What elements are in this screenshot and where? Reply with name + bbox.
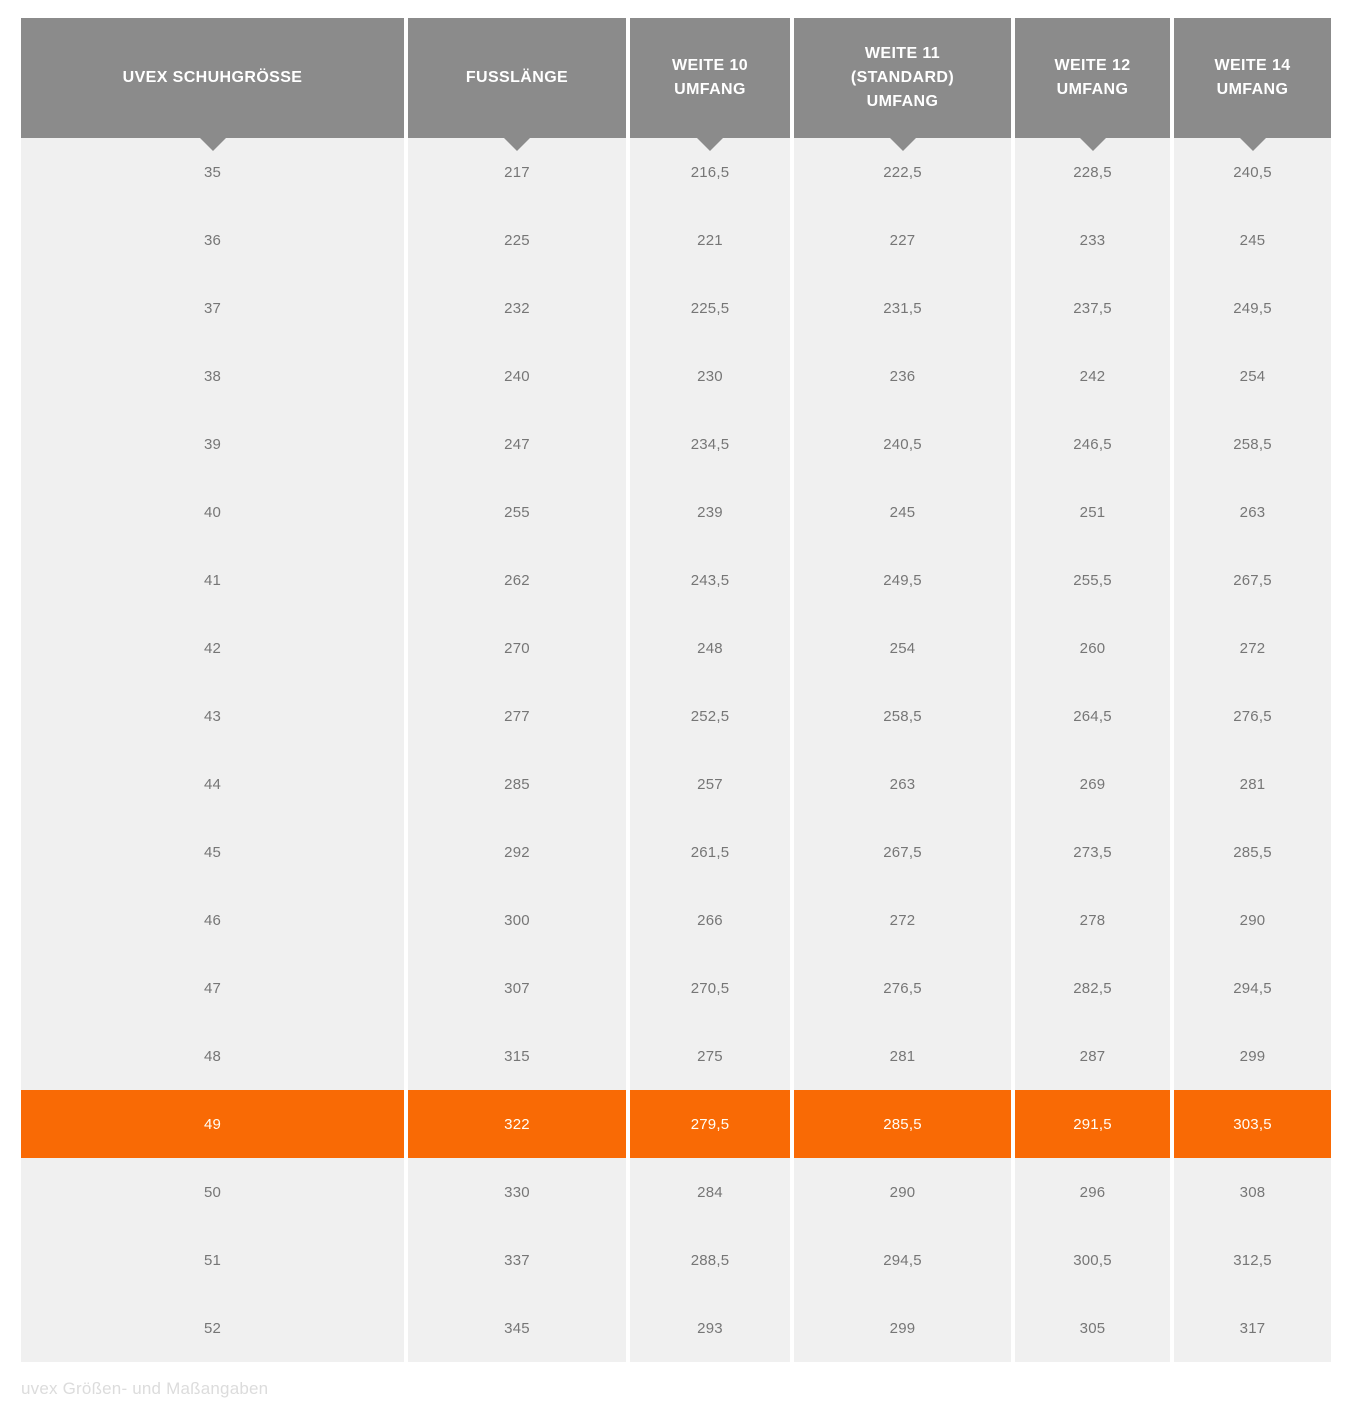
table-cell: 266	[630, 886, 790, 954]
table-cell: 35	[21, 138, 404, 206]
table-cell: 276,5	[794, 954, 1011, 1022]
table-cell: 236	[794, 342, 1011, 410]
table-cell: 307	[408, 954, 626, 1022]
column-header-label: UVEX SCHUHGRÖSSE	[122, 69, 303, 86]
table-cell: 272	[1174, 614, 1331, 682]
table-cell: 228,5	[1015, 138, 1170, 206]
table-cell: 263	[794, 750, 1011, 818]
column-header-fusslaenge	[408, 18, 626, 138]
table-cell: 296	[1015, 1158, 1170, 1226]
table-cell: 290	[1174, 886, 1331, 954]
table-cell: 263	[1174, 478, 1331, 546]
column-header-label: WEITE 12 UMFANG	[1054, 57, 1131, 98]
header-arrow-down-icon	[697, 138, 723, 151]
table-cell: 44	[21, 750, 404, 818]
table-cell: 42	[21, 614, 404, 682]
table-cell: 287	[1015, 1022, 1170, 1090]
column-header-weite-10	[630, 18, 790, 138]
column-header-label: WEITE 10 UMFANG	[671, 57, 749, 98]
table-cell: 234,5	[630, 410, 790, 478]
header-arrow-down-icon	[504, 138, 530, 151]
table-cell: 345	[408, 1294, 626, 1362]
table-cell: 255	[408, 478, 626, 546]
header-arrow-down-icon	[1240, 138, 1266, 151]
table-cell: 285,5	[794, 1090, 1011, 1158]
table-cell: 290	[794, 1158, 1011, 1226]
table-cell: 45	[21, 818, 404, 886]
table-cell: 252,5	[630, 682, 790, 750]
table-cell: 52	[21, 1294, 404, 1362]
table-cell: 41	[21, 546, 404, 614]
table-cell: 43	[21, 682, 404, 750]
table-cell: 245	[1174, 206, 1331, 274]
table-cell: 293	[630, 1294, 790, 1362]
table-cell: 278	[1015, 886, 1170, 954]
table-cell: 243,5	[630, 546, 790, 614]
table-cell: 264,5	[1015, 682, 1170, 750]
table-cell: 38	[21, 342, 404, 410]
table-cell: 258,5	[1174, 410, 1331, 478]
table-cell: 261,5	[630, 818, 790, 886]
table-cell: 279,5	[630, 1090, 790, 1158]
header-arrow-down-icon	[1080, 138, 1106, 151]
header-arrow-down-icon	[200, 138, 226, 151]
table-cell: 46	[21, 886, 404, 954]
header-arrow-down-icon	[890, 138, 916, 151]
table-cell: 231,5	[794, 274, 1011, 342]
table-cell: 51	[21, 1226, 404, 1294]
table-cell: 269	[1015, 750, 1170, 818]
column-header-weite-14	[1174, 18, 1331, 138]
table-cell: 317	[1174, 1294, 1331, 1362]
column-header-weite-11	[794, 18, 1011, 138]
table-cell: 40	[21, 478, 404, 546]
table-cell: 257	[630, 750, 790, 818]
table-cell: 292	[408, 818, 626, 886]
table-cell: 277	[408, 682, 626, 750]
table-cell: 281	[794, 1022, 1011, 1090]
table-cell: 299	[794, 1294, 1011, 1362]
table-cell: 285,5	[1174, 818, 1331, 886]
table-cell: 300	[408, 886, 626, 954]
table-cell: 221	[630, 206, 790, 274]
table-cell: 305	[1015, 1294, 1170, 1362]
table-cell: 315	[408, 1022, 626, 1090]
table-cell: 284	[630, 1158, 790, 1226]
table-cell: 48	[21, 1022, 404, 1090]
table-cell: 239	[630, 478, 790, 546]
table-cell: 337	[408, 1226, 626, 1294]
table-cell: 242	[1015, 342, 1170, 410]
table-cell: 312,5	[1174, 1226, 1331, 1294]
table-cell: 270	[408, 614, 626, 682]
table-cell: 255,5	[1015, 546, 1170, 614]
column-header-label: WEITE 14 UMFANG	[1214, 57, 1291, 98]
table-cell: 247	[408, 410, 626, 478]
table-cell: 232	[408, 274, 626, 342]
table-cell: 251	[1015, 478, 1170, 546]
column-header-schuhgroesse	[21, 18, 404, 138]
table-cell: 49	[21, 1090, 404, 1158]
column-header-label: WEITE 11 (STANDARD) UMFANG	[850, 45, 955, 110]
table-cell: 237,5	[1015, 274, 1170, 342]
table-cell: 50	[21, 1158, 404, 1226]
table-cell: 330	[408, 1158, 626, 1226]
table-cell: 272	[794, 886, 1011, 954]
table-cell: 267,5	[794, 818, 1011, 886]
table-cell: 249,5	[1174, 274, 1331, 342]
table-cell: 227	[794, 206, 1011, 274]
table-cell: 37	[21, 274, 404, 342]
table-cell: 245	[794, 478, 1011, 546]
table-cell: 276,5	[1174, 682, 1331, 750]
table-cell: 254	[794, 614, 1011, 682]
table-cell: 322	[408, 1090, 626, 1158]
table-cell: 285	[408, 750, 626, 818]
table-cell: 249,5	[794, 546, 1011, 614]
table-cell: 225	[408, 206, 626, 274]
table-cell: 308	[1174, 1158, 1331, 1226]
table-cell: 47	[21, 954, 404, 1022]
size-table-body	[21, 138, 1357, 1362]
table-cell: 260	[1015, 614, 1170, 682]
table-cell: 299	[1174, 1022, 1331, 1090]
column-header-weite-12	[1015, 18, 1170, 138]
table-cell: 273,5	[1015, 818, 1170, 886]
table-cell: 270,5	[630, 954, 790, 1022]
table-cell: 240,5	[1174, 138, 1331, 206]
table-cell: 222,5	[794, 138, 1011, 206]
table-cell: 288,5	[630, 1226, 790, 1294]
table-cell: 246,5	[1015, 410, 1170, 478]
table-cell: 233	[1015, 206, 1170, 274]
table-cell: 230	[630, 342, 790, 410]
table-cell: 282,5	[1015, 954, 1170, 1022]
table-cell: 216,5	[630, 138, 790, 206]
table-cell: 36	[21, 206, 404, 274]
size-table-header-row	[21, 18, 1357, 138]
table-cell: 291,5	[1015, 1090, 1170, 1158]
table-cell: 303,5	[1174, 1090, 1331, 1158]
table-cell: 262	[408, 546, 626, 614]
table-cell: 258,5	[794, 682, 1011, 750]
table-cell: 225,5	[630, 274, 790, 342]
table-cell: 294,5	[794, 1226, 1011, 1294]
table-cell: 294,5	[1174, 954, 1331, 1022]
table-cell: 39	[21, 410, 404, 478]
table-caption: uvex Größen- und Maßangaben	[21, 1379, 269, 1398]
table-cell: 281	[1174, 750, 1331, 818]
column-header-label: FUSSLÄNGE	[465, 69, 569, 86]
table-cell: 254	[1174, 342, 1331, 410]
table-cell: 267,5	[1174, 546, 1331, 614]
table-cell: 240,5	[794, 410, 1011, 478]
table-cell: 300,5	[1015, 1226, 1170, 1294]
table-cell: 248	[630, 614, 790, 682]
table-cell: 217	[408, 138, 626, 206]
table-cell: 275	[630, 1022, 790, 1090]
table-cell: 240	[408, 342, 626, 410]
